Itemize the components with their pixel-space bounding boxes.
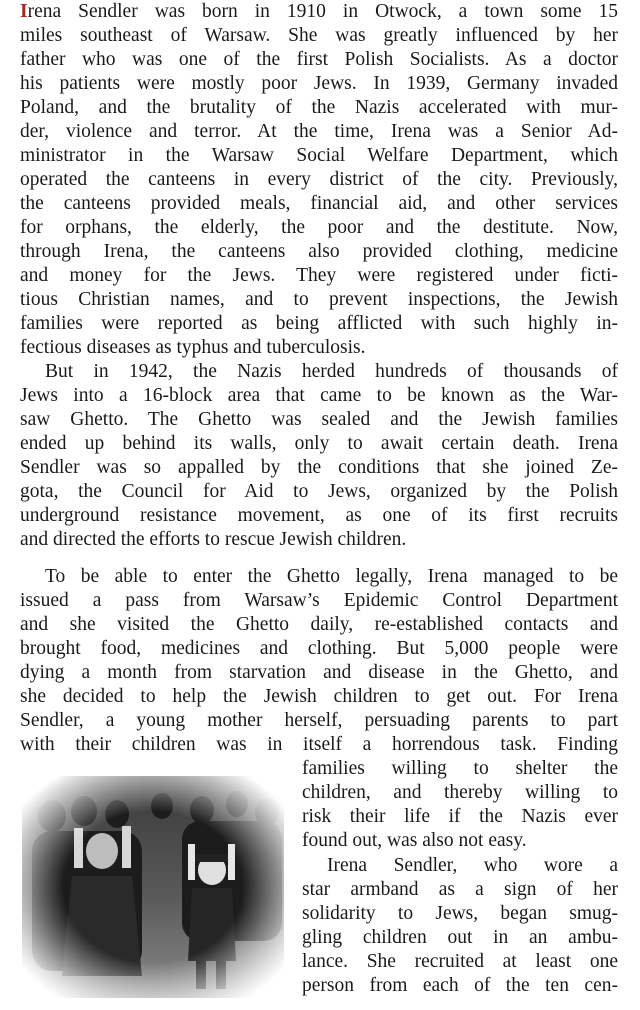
text-line <box>20 685 618 709</box>
text-line <box>20 168 618 192</box>
text-line <box>302 974 618 998</box>
line-text: children, and thereby willing to <box>302 782 618 803</box>
text-line <box>20 240 618 264</box>
line-text: Jews into a 16-block area that came to be known as the War- <box>20 385 618 406</box>
text-line <box>20 733 618 757</box>
text-line <box>20 120 618 144</box>
text-line <box>20 589 618 613</box>
line-text: she decided to help the Jewish children to get out. For Irena <box>20 686 618 707</box>
text-line <box>20 288 618 312</box>
line-text: tious Christian names, and to prevent inspections, the Jewish <box>20 289 618 310</box>
line-text: Sendler was so appalled by the conditions that she joined Ze- <box>20 457 618 478</box>
drop-cap: I <box>20 1 28 22</box>
line-text: his patients were mostly poor Jews. In 1939, Germany invaded <box>20 73 618 94</box>
line-text: But in 1942, the Nazis herded hundreds of thousands of <box>45 361 618 382</box>
line-text: lance. She recruited at least one <box>302 951 618 972</box>
text-line <box>20 432 618 456</box>
text-line <box>20 637 618 661</box>
text-line <box>45 565 618 589</box>
line-text: found out, was also not easy. <box>302 830 527 851</box>
ghetto-photo <box>22 776 284 998</box>
line-text: underground resistance movement, as one of its first recruits <box>20 505 618 526</box>
text-line <box>20 504 618 528</box>
line-text: issued a pass from Warsaw’s Epidemic Control Department <box>20 590 618 611</box>
line-text: and she visited the Ghetto daily, re-established contacts and <box>20 614 618 635</box>
text-line <box>20 0 618 24</box>
line-text: person from each of the ten cen- <box>302 975 618 996</box>
text-line <box>20 216 618 240</box>
line-text: Poland, and the brutality of the Nazis accelerated with mur- <box>20 97 618 118</box>
text-line <box>20 408 618 432</box>
line-text: families were reported as being afflicted with such highly in- <box>20 313 618 334</box>
text-line <box>20 72 618 96</box>
text-line <box>302 829 618 853</box>
line-text: gota, the Council for Aid to Jews, organized by the Polish <box>20 481 618 502</box>
line-text: To be able to enter the Ghetto legally, Irena managed to be <box>45 566 618 587</box>
line-text: through Irena, the canteens also provided clothing, medicine <box>20 241 618 262</box>
text-line <box>20 312 618 336</box>
line-text: rena Sendler was born in 1910 in Otwock, a town some 15 <box>27 1 618 22</box>
text-line <box>302 926 618 950</box>
text-line <box>302 757 618 781</box>
line-text: for orphans, the elderly, the poor and the destitute. Now, <box>20 217 618 238</box>
text-line <box>20 24 618 48</box>
text-line <box>302 902 618 926</box>
line-text: risk their life if the Nazis ever <box>302 806 618 827</box>
text-line <box>20 661 618 685</box>
text-line <box>20 384 618 408</box>
text-line <box>20 96 618 120</box>
photo-image <box>22 776 284 998</box>
line-text: ministrator in the Warsaw Social Welfare Department, which <box>20 145 618 166</box>
line-text: saw Ghetto. The Ghetto was sealed and the Jewish families <box>20 409 618 430</box>
line-text: brought food, medicines and clothing. But 5,000 people were <box>20 638 618 659</box>
text-line <box>20 48 618 72</box>
text-line <box>45 360 618 384</box>
line-text: gling children out in an ambu- <box>302 927 618 948</box>
text-line <box>20 480 618 504</box>
text-line <box>302 878 618 902</box>
text-line <box>327 854 618 878</box>
line-text: and directed the efforts to rescue Jewish children. <box>20 529 407 550</box>
text-line <box>20 264 618 288</box>
line-text: star armband as a sign of her <box>302 879 618 900</box>
line-text: with their children was in itself a horrendous task. Finding <box>20 734 618 755</box>
line-text: Irena Sendler, who wore a <box>327 855 618 876</box>
line-text: der, violence and terror. At the time, Irena was a Senior Ad- <box>20 121 618 142</box>
text-line <box>20 528 618 552</box>
line-text: the canteens provided meals, financial aid, and other services <box>20 193 618 214</box>
text-line <box>20 456 618 480</box>
text-line <box>20 144 618 168</box>
text-line <box>20 192 618 216</box>
text-line <box>20 336 618 360</box>
text-line <box>302 781 618 805</box>
line-text: solidarity to Jews, began smug- <box>302 903 618 924</box>
line-text: miles southeast of Warsaw. She was greatly influenced by her <box>20 25 618 46</box>
line-text: Sendler, a young mother herself, persuading parents to part <box>20 710 618 731</box>
line-text: operated the canteens in every district of the city. Previously, <box>20 169 618 190</box>
line-text: father who was one of the first Polish Socialists. As a doctor <box>20 49 618 70</box>
line-text: families willing to shelter the <box>302 758 618 779</box>
text-line <box>302 950 618 974</box>
text-line <box>20 709 618 733</box>
text-line <box>302 805 618 829</box>
line-text: dying a month from starvation and disease in the Ghetto, and <box>20 662 618 683</box>
text-line <box>20 613 618 637</box>
line-text: fectious diseases as typhus and tuberculosis. <box>20 337 366 358</box>
line-text: and money for the Jews. They were registered under ficti- <box>20 265 618 286</box>
line-text: ended up behind its walls, only to await certain death. Irena <box>20 433 618 454</box>
